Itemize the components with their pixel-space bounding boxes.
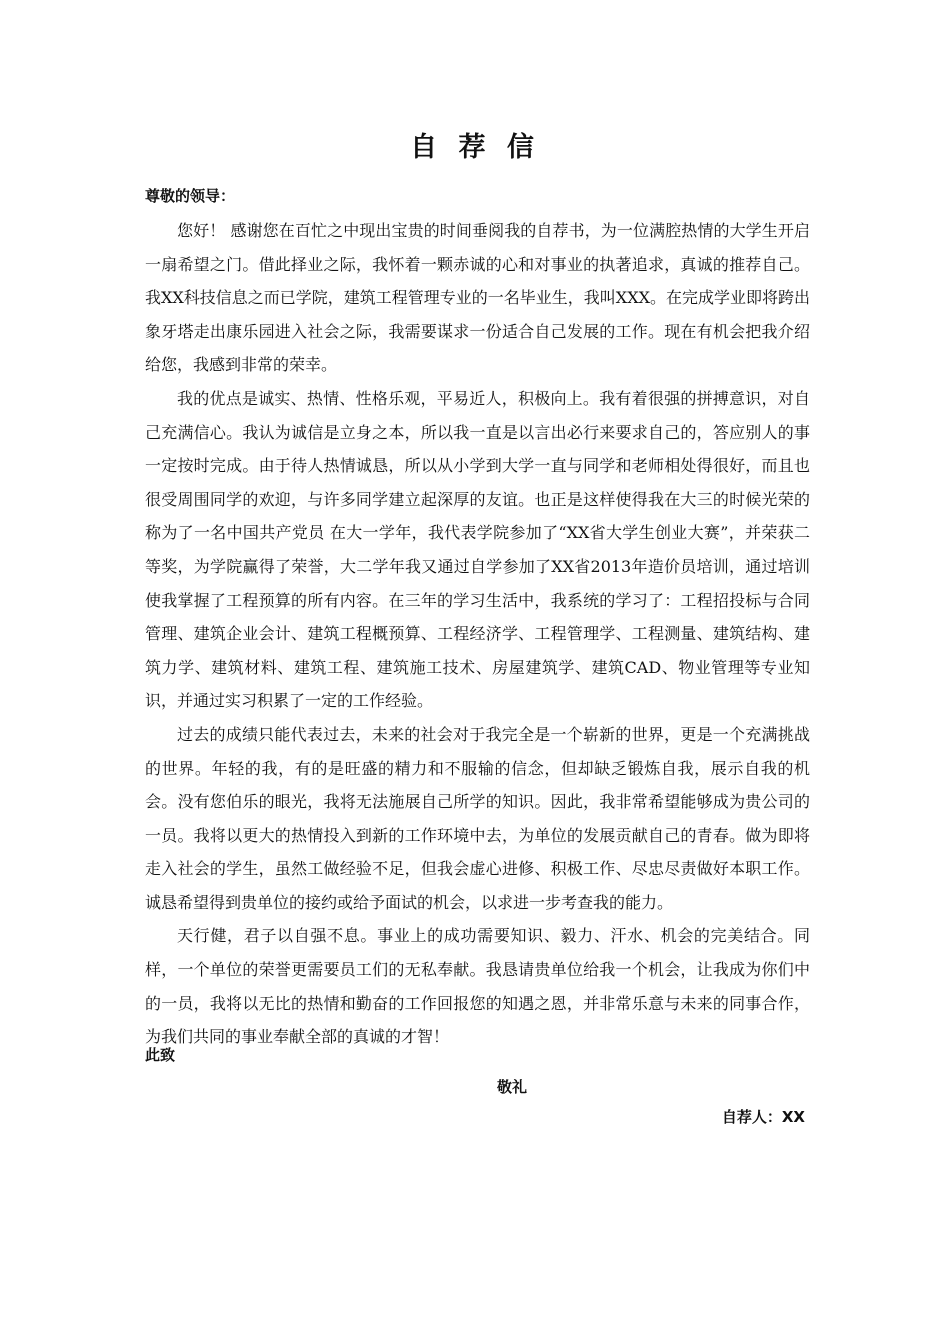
paragraph-1: 您好！ 感谢您在百忙之中现出宝贵的时间垂阅我的自荐书，为一位满腔热情的大学生开启一扇希望之门。借此择业之际，我怀着一颗赤诚的心和对事业的执著追求，真诚的推荐自己。 我XX科技信息之而已学院，建筑工程管理专业的一名毕业生，我叫XXX。在完成学业即将跨出象牙塔走出康乐园进入社会之际，我需要谋求一份适合自己发展的工作。现在有机会把我介绍给您，我感到非常的荣幸。 bbox=[145, 221, 810, 375]
closing: 此致 bbox=[145, 1046, 176, 1064]
signature: 自荐人：XX bbox=[721, 1108, 805, 1126]
document-title: 自 荐 信 bbox=[410, 132, 540, 163]
paragraph-3: 过去的成绩只能代表过去，未来的社会对于我完全是一个崭新的世界，更是一个充满挑战的世界。年轻的我，有的是旺盛的精力和不服输的信念，但却缺乏锻炼自我，展示自我的机会。没有您伯乐的眼光，我将无法施展自己所学的知识。因此，我非常希望能够成为贵公司的一员。我将以更大的热情投入到新的工作环境中去，为单位的发展贡献自己的青春。做为即将走入社会的学生，虽然工做经验不足，但我会虚心进修、积极工作、尽忠尽责做好本职工作。诚恳希望得到贵单位的接约或给予面试的机会，以求进一步考查我的能力。 bbox=[145, 724, 810, 912]
paragraph-4: 天行健，君子以自强不息。事业上的成功需要知识、毅力、汗水、机会的完美结合。同样，一个单位的荣誉更需要员工们的无私奉献。我恳请贵单位给我一个机会，让我成为你们中的一员，我将以无比的热情和勤奋的工作回报您的知遇之恩，并非常乐意与未来的同事合作，为我们共同的事业奉献全部的真诚的才智！ bbox=[145, 926, 810, 1047]
salutation: 尊敬的领导： bbox=[145, 187, 236, 205]
letter-body bbox=[145, 214, 810, 1054]
regards: 敬礼 bbox=[497, 1078, 528, 1096]
paragraph-2: 我的优点是诚实、热情、性格乐观，平易近人，积极向上。我有着很强的拼搏意识，对自己充满信心。我认为诚信是立身之本，所以我一直是以言出必行来要求自己的，答应别人的事一定按时完成。由于待人热情诚恳，所以从小学到大学一直与同学和老师相处得很好，而且也很受周围同学的欢迎，与许多同学建立起深厚的友谊。也正是这样使得我在大三的时候光荣的称为了一名中国共产党员 在大一学年，我代表学院参加了“XX省大学生创业大赛”，并荣获二等奖，为学院赢得了荣誉，大二学年我又通过自学参加了XX省2013年造价员培训，通过培训使我掌握了工程预算的所有内容。在三年的学习生活中，我系统的学习了：工程招投标与合同管理、建筑企业会计、建筑工程概预算、工程经济学、工程管理学、工程测量、建筑结构、建筑力学、建筑材料、建筑工程、建筑施工技术、房屋建筑学、建筑CAD、物业管理等专业知识，并通过实习积累了一定的工作经验。 bbox=[145, 388, 810, 711]
